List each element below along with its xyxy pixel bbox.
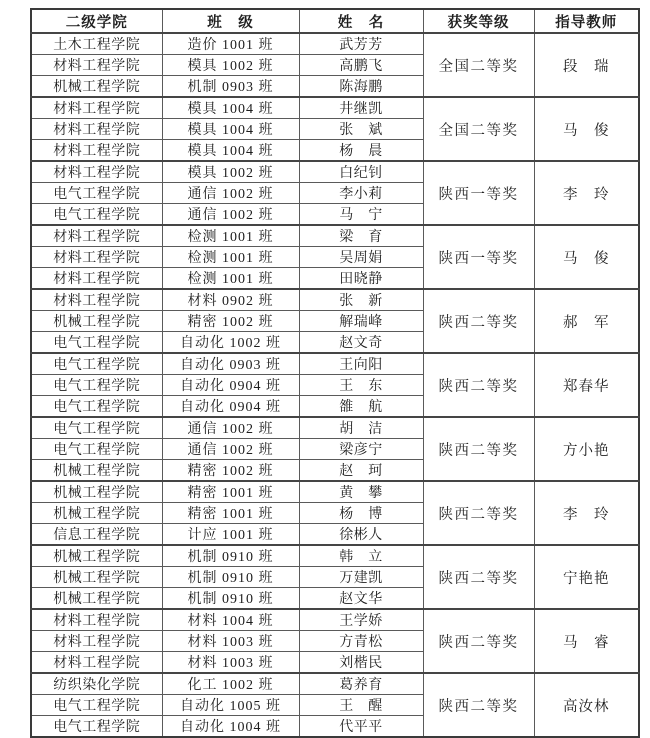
class-cell: 自动化 0903 班 [162,353,299,375]
name-cell: 葛养育 [299,673,423,695]
table-body [31,33,639,737]
college-cell: 材料工程学院 [31,289,162,311]
name-cell: 马 宁 [299,204,423,226]
header-row [31,9,639,33]
name-cell: 陈海鹏 [299,76,423,98]
college-cell: 电气工程学院 [31,439,162,460]
name-cell: 杨 博 [299,503,423,524]
class-cell: 模具 1004 班 [162,97,299,119]
college-cell: 机械工程学院 [31,545,162,567]
class-cell: 检测 1001 班 [162,247,299,268]
college-cell: 材料工程学院 [31,140,162,162]
class-cell: 自动化 1005 班 [162,695,299,716]
page [30,8,640,738]
table-row [31,289,639,311]
award-cell: 陕西二等奖 [423,353,534,417]
class-cell: 精密 1002 班 [162,311,299,332]
class-cell: 模具 1002 班 [162,55,299,76]
teacher-cell: 马 俊 [534,225,639,289]
name-cell: 王学娇 [299,609,423,631]
college-cell: 电气工程学院 [31,353,162,375]
name-cell: 徐彬人 [299,524,423,546]
college-cell: 材料工程学院 [31,652,162,674]
college-cell: 电气工程学院 [31,332,162,354]
teacher-cell: 李 玲 [534,161,639,225]
name-cell: 韩 立 [299,545,423,567]
college-cell: 材料工程学院 [31,119,162,140]
name-cell: 刘楷民 [299,652,423,674]
college-cell: 机械工程学院 [31,588,162,610]
table-row [31,225,639,247]
name-cell: 田晓静 [299,268,423,290]
name-cell: 雒 航 [299,396,423,418]
college-cell: 电气工程学院 [31,396,162,418]
award-cell: 陕西二等奖 [423,289,534,353]
teacher-cell: 马 俊 [534,97,639,161]
column-header: 二级学院 [31,9,162,33]
name-cell: 井继凯 [299,97,423,119]
table-row [31,609,639,631]
teacher-cell: 方小艳 [534,417,639,481]
table-row [31,33,639,55]
teacher-cell: 郑春华 [534,353,639,417]
name-cell: 代平平 [299,716,423,738]
award-cell: 陕西二等奖 [423,481,534,545]
college-cell: 材料工程学院 [31,55,162,76]
class-cell: 机制 0903 班 [162,76,299,98]
name-cell: 杨 晨 [299,140,423,162]
name-cell: 吴周娟 [299,247,423,268]
class-cell: 机制 0910 班 [162,567,299,588]
class-cell: 自动化 0904 班 [162,375,299,396]
table-row [31,97,639,119]
name-cell: 张 新 [299,289,423,311]
name-cell: 王 醒 [299,695,423,716]
name-cell: 赵文奇 [299,332,423,354]
award-cell: 陕西一等奖 [423,225,534,289]
name-cell: 解瑞峰 [299,311,423,332]
name-cell: 梁彦宁 [299,439,423,460]
class-cell: 自动化 1002 班 [162,332,299,354]
award-table [30,8,640,738]
class-cell: 检测 1001 班 [162,225,299,247]
name-cell: 武芳芳 [299,33,423,55]
class-cell: 通信 1002 班 [162,204,299,226]
college-cell: 材料工程学院 [31,161,162,183]
table-row [31,353,639,375]
college-cell: 机械工程学院 [31,481,162,503]
college-cell: 纺织染化学院 [31,673,162,695]
award-cell: 陕西一等奖 [423,161,534,225]
name-cell: 王 东 [299,375,423,396]
teacher-cell: 马 睿 [534,609,639,673]
name-cell: 白纪钊 [299,161,423,183]
teacher-cell: 宁艳艳 [534,545,639,609]
name-cell: 梁 育 [299,225,423,247]
class-cell: 计应 1001 班 [162,524,299,546]
award-cell: 全国二等奖 [423,97,534,161]
table-row [31,481,639,503]
class-cell: 自动化 0904 班 [162,396,299,418]
table-row [31,417,639,439]
college-cell: 机械工程学院 [31,311,162,332]
column-header: 指导教师 [534,9,639,33]
name-cell: 黄 攀 [299,481,423,503]
name-cell: 高鹏飞 [299,55,423,76]
name-cell: 万建凯 [299,567,423,588]
class-cell: 模具 1004 班 [162,119,299,140]
college-cell: 材料工程学院 [31,631,162,652]
column-header: 班 级 [162,9,299,33]
college-cell: 机械工程学院 [31,567,162,588]
name-cell: 赵 珂 [299,460,423,482]
class-cell: 模具 1004 班 [162,140,299,162]
name-cell: 李小莉 [299,183,423,204]
college-cell: 材料工程学院 [31,97,162,119]
college-cell: 材料工程学院 [31,268,162,290]
college-cell: 材料工程学院 [31,609,162,631]
class-cell: 检测 1001 班 [162,268,299,290]
college-cell: 机械工程学院 [31,503,162,524]
class-cell: 自动化 1004 班 [162,716,299,738]
teacher-cell: 高汝林 [534,673,639,737]
table-row [31,161,639,183]
college-cell: 电气工程学院 [31,417,162,439]
class-cell: 材料 1003 班 [162,652,299,674]
college-cell: 电气工程学院 [31,183,162,204]
name-cell: 方青松 [299,631,423,652]
college-cell: 材料工程学院 [31,225,162,247]
class-cell: 材料 0902 班 [162,289,299,311]
class-cell: 材料 1003 班 [162,631,299,652]
college-cell: 电气工程学院 [31,375,162,396]
award-cell: 陕西二等奖 [423,609,534,673]
name-cell: 赵文华 [299,588,423,610]
college-cell: 材料工程学院 [31,247,162,268]
college-cell: 电气工程学院 [31,204,162,226]
award-cell: 陕西二等奖 [423,545,534,609]
award-cell: 全国二等奖 [423,33,534,97]
column-header: 姓 名 [299,9,423,33]
teacher-cell: 段 瑞 [534,33,639,97]
class-cell: 材料 1004 班 [162,609,299,631]
college-cell: 电气工程学院 [31,716,162,738]
class-cell: 机制 0910 班 [162,545,299,567]
name-cell: 胡 洁 [299,417,423,439]
teacher-cell: 李 玲 [534,481,639,545]
table-row [31,545,639,567]
class-cell: 通信 1002 班 [162,417,299,439]
college-cell: 机械工程学院 [31,460,162,482]
college-cell: 机械工程学院 [31,76,162,98]
name-cell: 张 斌 [299,119,423,140]
college-cell: 电气工程学院 [31,695,162,716]
class-cell: 模具 1002 班 [162,161,299,183]
class-cell: 通信 1002 班 [162,183,299,204]
class-cell: 精密 1001 班 [162,503,299,524]
class-cell: 机制 0910 班 [162,588,299,610]
class-cell: 化工 1002 班 [162,673,299,695]
column-header: 获奖等级 [423,9,534,33]
class-cell: 精密 1001 班 [162,481,299,503]
college-cell: 信息工程学院 [31,524,162,546]
teacher-cell: 郝 军 [534,289,639,353]
class-cell: 通信 1002 班 [162,439,299,460]
name-cell: 王向阳 [299,353,423,375]
table-row [31,673,639,695]
class-cell: 精密 1002 班 [162,460,299,482]
college-cell: 土木工程学院 [31,33,162,55]
class-cell: 造价 1001 班 [162,33,299,55]
award-cell: 陕西二等奖 [423,673,534,737]
award-cell: 陕西二等奖 [423,417,534,481]
